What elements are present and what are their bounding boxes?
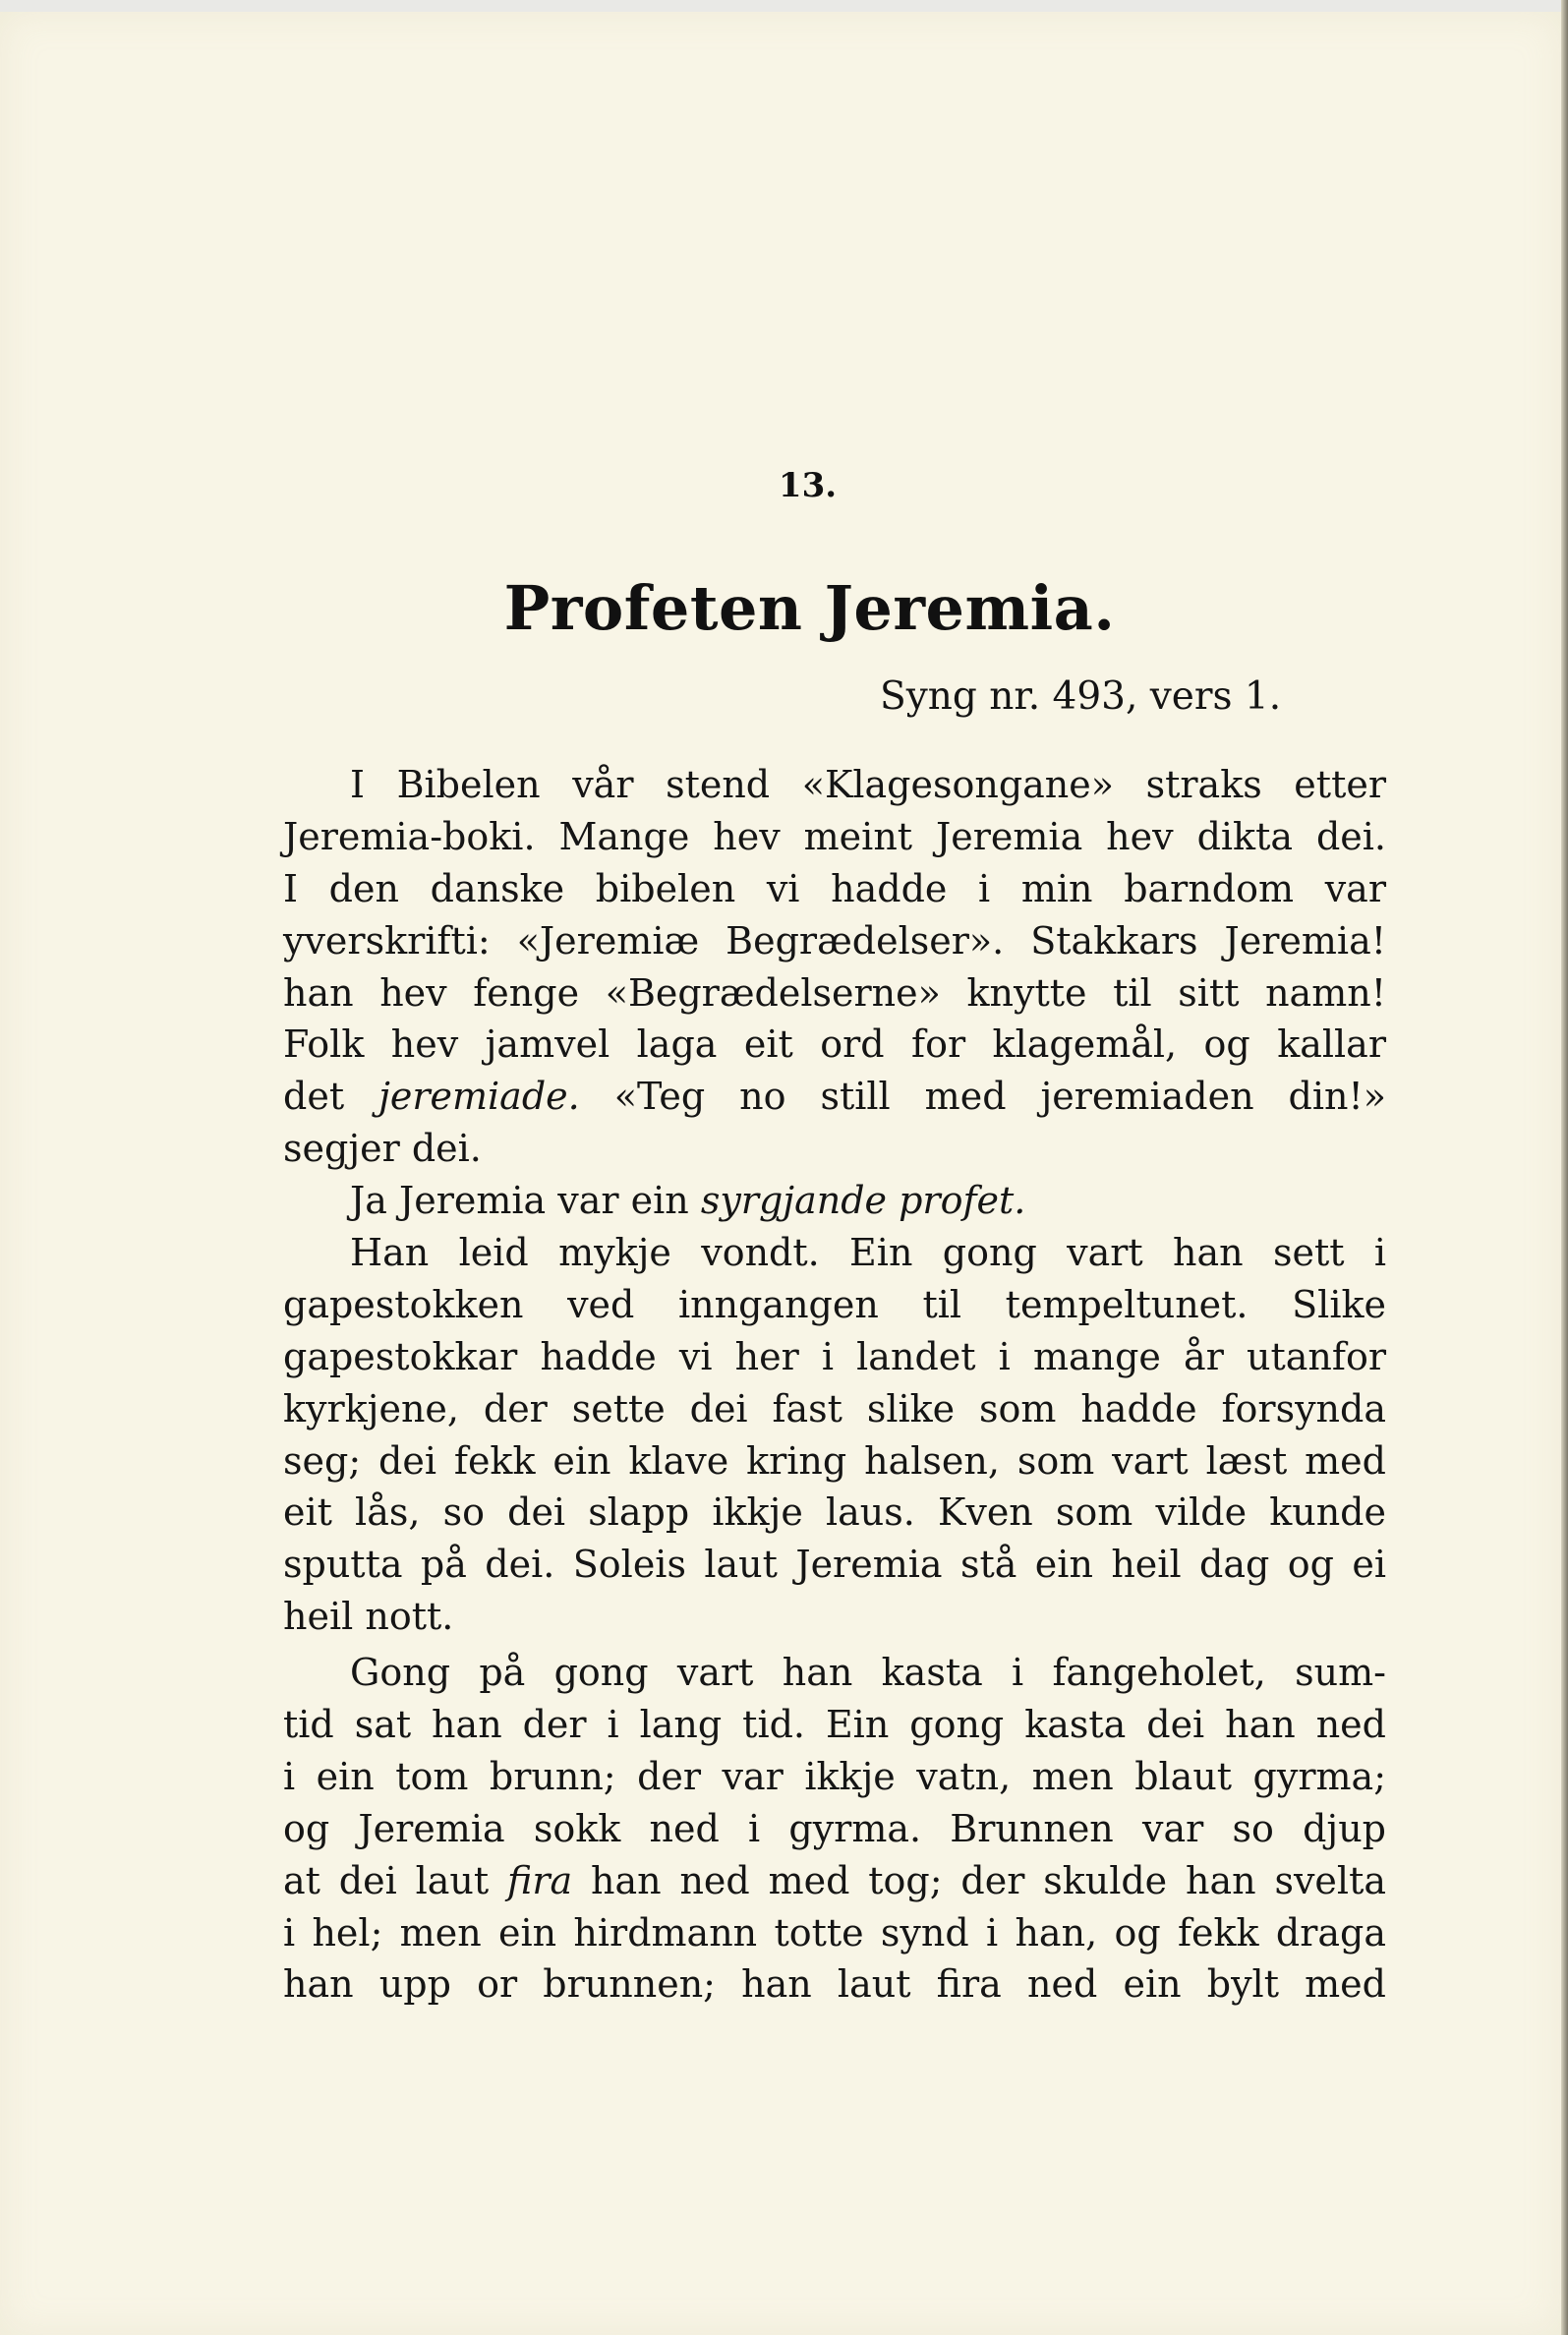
chapter-title: Profeten Jeremia. — [503, 572, 1116, 644]
text-line: han upp or brunnen; han laut fira ned ein bylt med — [283, 1962, 1386, 2007]
text-line — [283, 1071, 1386, 1123]
page-edge — [1561, 0, 1568, 2335]
italic-term: jeremiade. — [378, 1075, 580, 1119]
text-segment: «Teg no still med jeremiaden din!» — [579, 1075, 1386, 1119]
text-line: gapestokken ved inngangen til tempeltunet. Slike — [283, 1282, 1386, 1326]
text-line: Han leid mykje vondt. Ein gong vart han sett i — [350, 1231, 1386, 1275]
text-line — [283, 1175, 1386, 1227]
text-line: I den danske bibelen vi hadde i min barndom var — [283, 866, 1386, 910]
text-line: og Jeremia sokk ned i gyrma. Brunnen var so djup — [283, 1806, 1386, 1850]
body-text — [283, 759, 1386, 2011]
text-line: han hev fenge «Begrædelserne» knytte til sitt namn! — [283, 970, 1386, 1015]
text-line: segjer dei. — [283, 1127, 482, 1171]
text-segment: det — [283, 1075, 379, 1119]
text-line: I Bibelen vår stend «Klagesongane» straks etter — [350, 763, 1386, 806]
text-line: heil nott. — [283, 1595, 454, 1639]
italic-term: syrgjande profet. — [700, 1179, 1026, 1223]
text-line: yverskrifti: «Jeremiæ Begrædelser». Stakkars Jeremia! — [283, 918, 1386, 963]
text-line: Gong på gong vart han kasta i fangeholet, sum- — [350, 1651, 1386, 1695]
text-line: i hel; men ein hirdmann totte synd i han, og fekk draga — [283, 1910, 1386, 1955]
text-line: i ein tom brunn; der var ikkje vatn, men blaut gyrma; — [283, 1754, 1386, 1798]
text-segment: at dei laut — [283, 1858, 507, 1902]
text-line: Folk hev jamvel laga eit ord for klagemål, og kallar — [283, 1022, 1386, 1067]
text-line: sputta på dei. Soleis laut Jeremia stå ein heil dag og ei — [283, 1543, 1386, 1587]
text-segment: han ned med tog; der skulde han svelta — [572, 1858, 1387, 1902]
text-line: gapestokkar hadde vi her i landet i mange år utanfor — [283, 1334, 1386, 1378]
hymn-reference: Syng nr. 493, vers 1. — [880, 674, 1282, 719]
italic-term: fira — [506, 1858, 573, 1902]
chapter-number: 13. — [778, 466, 838, 505]
text-line: tid sat han der i lang tid. Ein gong kasta dei han ned — [283, 1703, 1386, 1747]
text-line: Jeremia-boki. Mange hev meint Jeremia hev dikta dei. — [283, 814, 1386, 858]
text-segment: Ja Jeremia var ein — [350, 1179, 701, 1223]
text-line: kyrkjene, der sette dei fast slike som hadde forsynda — [283, 1386, 1386, 1430]
text-line: seg; dei fekk ein klave kring halsen, som vart læst med — [283, 1438, 1386, 1483]
text-line — [283, 1855, 1386, 1907]
text-line: eit lås, so dei slapp ikkje laus. Kven som vilde kunde — [283, 1490, 1386, 1535]
